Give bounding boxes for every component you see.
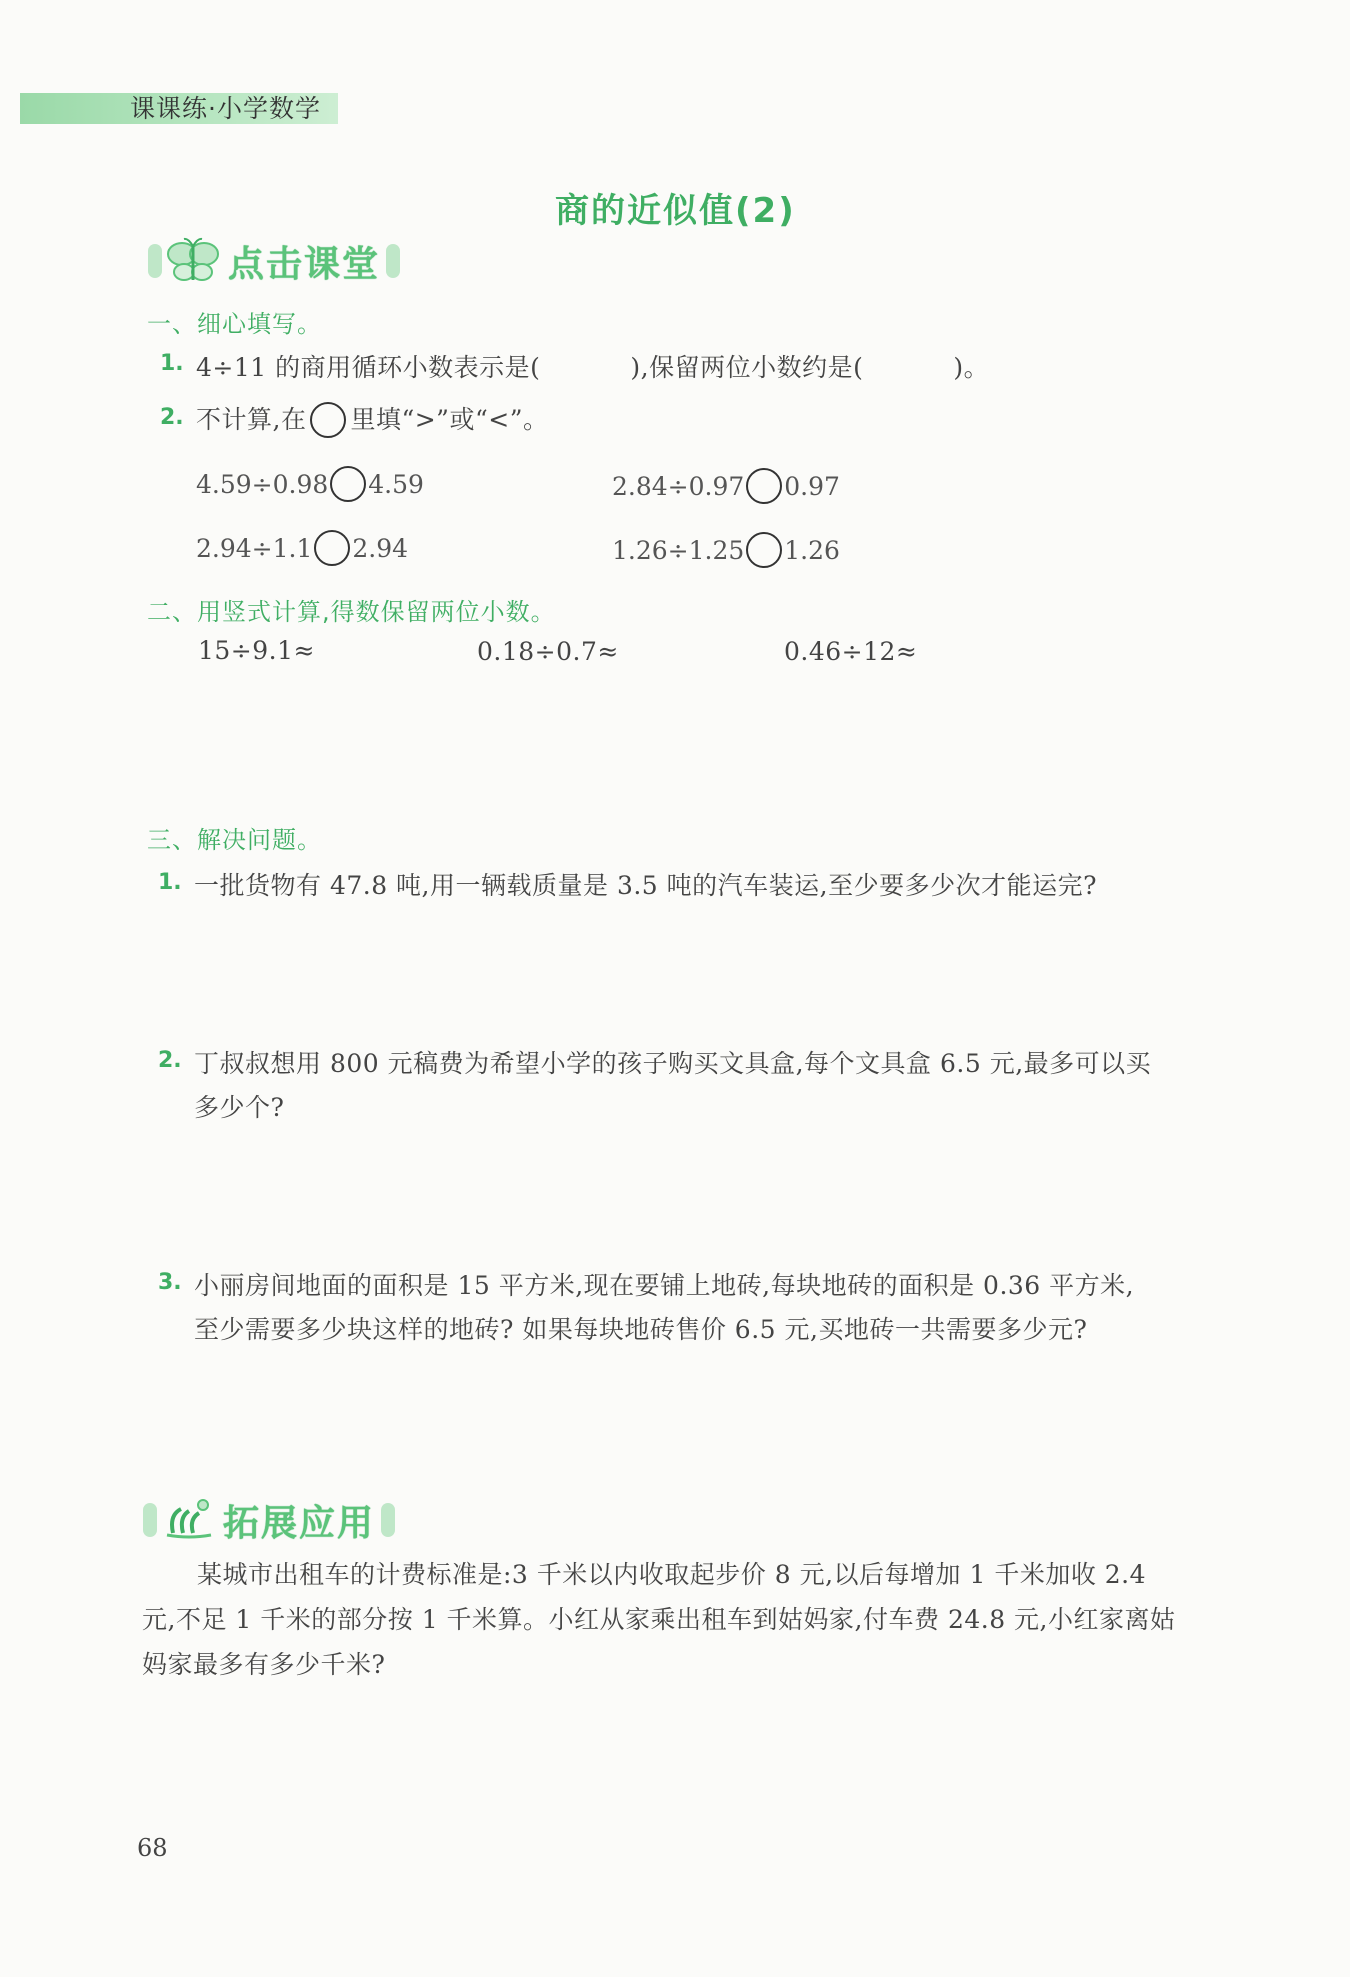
compare-circle[interactable]	[330, 466, 366, 502]
compare-expression	[196, 530, 408, 566]
problem-2-line-1: 丁叔叔想用 800 元稿费为希望小学的孩子购买文具盒,每个文具盒 6.5 元,最多可以买	[194, 1049, 1152, 1078]
q2-part-a: 不计算,在	[196, 405, 307, 434]
page-number: 68	[137, 1834, 168, 1862]
compare-expression	[196, 466, 424, 502]
compare-circle[interactable]	[746, 468, 782, 504]
problem-3-line-1: 小丽房间地面的面积是 15 平方米,现在要铺上地砖,每块地砖的面积是 0.36 平方米,	[194, 1271, 1135, 1300]
banner-right-cap	[381, 1503, 395, 1537]
banner-extension	[143, 1492, 395, 1548]
question-number: 3.	[158, 1270, 182, 1295]
banner-extension-label: 拓展应用	[223, 1502, 376, 1544]
problem-3-line-2: 至少需要多少块这样的地砖? 如果每块地砖售价 6.5 元,买地砖一共需要多少元?	[194, 1315, 1088, 1344]
compare-circle[interactable]	[314, 530, 350, 566]
question-number: 1.	[158, 870, 182, 895]
expr-right: 2.94	[352, 533, 409, 563]
expr-left: 4.59÷0.98	[196, 469, 329, 499]
q1-part-b: ),保留两位小数约是(	[630, 353, 864, 382]
compare-expression	[612, 468, 840, 504]
expr-right: 0.97	[784, 471, 840, 501]
expr-right: 4.59	[368, 469, 424, 499]
banner-class-click-label: 点击课堂	[228, 243, 381, 285]
banner-left-cap	[143, 1503, 157, 1537]
vertical-calc-item: 0.18÷0.7≈	[477, 637, 619, 666]
expr-left: 2.84÷0.97	[612, 471, 745, 501]
extension-line-3: 妈家最多有多少千米?	[142, 1650, 386, 1679]
banner-class-click	[148, 233, 400, 289]
header-title: 课课练·小学数学	[130, 94, 321, 123]
circle-symbol	[310, 402, 346, 438]
question-number: 2.	[158, 1048, 182, 1073]
section-heading-2: 二、用竖式计算,得数保留两位小数。	[147, 598, 556, 626]
expr-right: 1.26	[784, 535, 840, 565]
q1-part-a: 4÷11 的商用循环小数表示是(	[196, 353, 541, 382]
question-1-1	[196, 348, 989, 384]
problem-2-line-2: 多少个?	[194, 1093, 285, 1122]
q2-part-b: 里填“>”或“<”。	[350, 405, 549, 434]
compare-expression	[612, 532, 840, 568]
vertical-calc-item: 15÷9.1≈	[198, 636, 315, 665]
section-heading-3: 三、解决问题。	[147, 826, 322, 854]
question-number: 1.	[160, 351, 184, 376]
section-heading-1: 一、细心填写。	[147, 310, 322, 338]
extension-line-1: 某城市出租车的计费标准是:3 千米以内收取起步价 8 元,以后每增加 1 千米加收 2.4	[197, 1560, 1147, 1589]
expr-left: 2.94÷1.1	[196, 533, 313, 563]
compare-circle[interactable]	[746, 532, 782, 568]
question-1-2	[196, 400, 548, 440]
banner-left-cap	[148, 244, 162, 278]
extension-line-2: 元,不足 1 千米的部分按 1 千米算。小红从家乘出租车到姑妈家,付车费 24.8 元,小红家离姑	[142, 1605, 1176, 1634]
snail-icon	[157, 1492, 219, 1548]
banner-right-cap	[386, 244, 400, 278]
problem-1-text: 一批货物有 47.8 吨,用一辆载质量是 3.5 吨的汽车装运,至少要多少次才能运完?	[194, 871, 1098, 900]
q1-part-c: )。	[953, 353, 990, 382]
lesson-title: 商的近似值(2)	[555, 191, 796, 231]
expr-left: 1.26÷1.25	[612, 535, 745, 565]
butterfly-icon	[162, 233, 224, 289]
vertical-calc-item: 0.46÷12≈	[784, 637, 918, 666]
question-number: 2.	[160, 405, 184, 430]
